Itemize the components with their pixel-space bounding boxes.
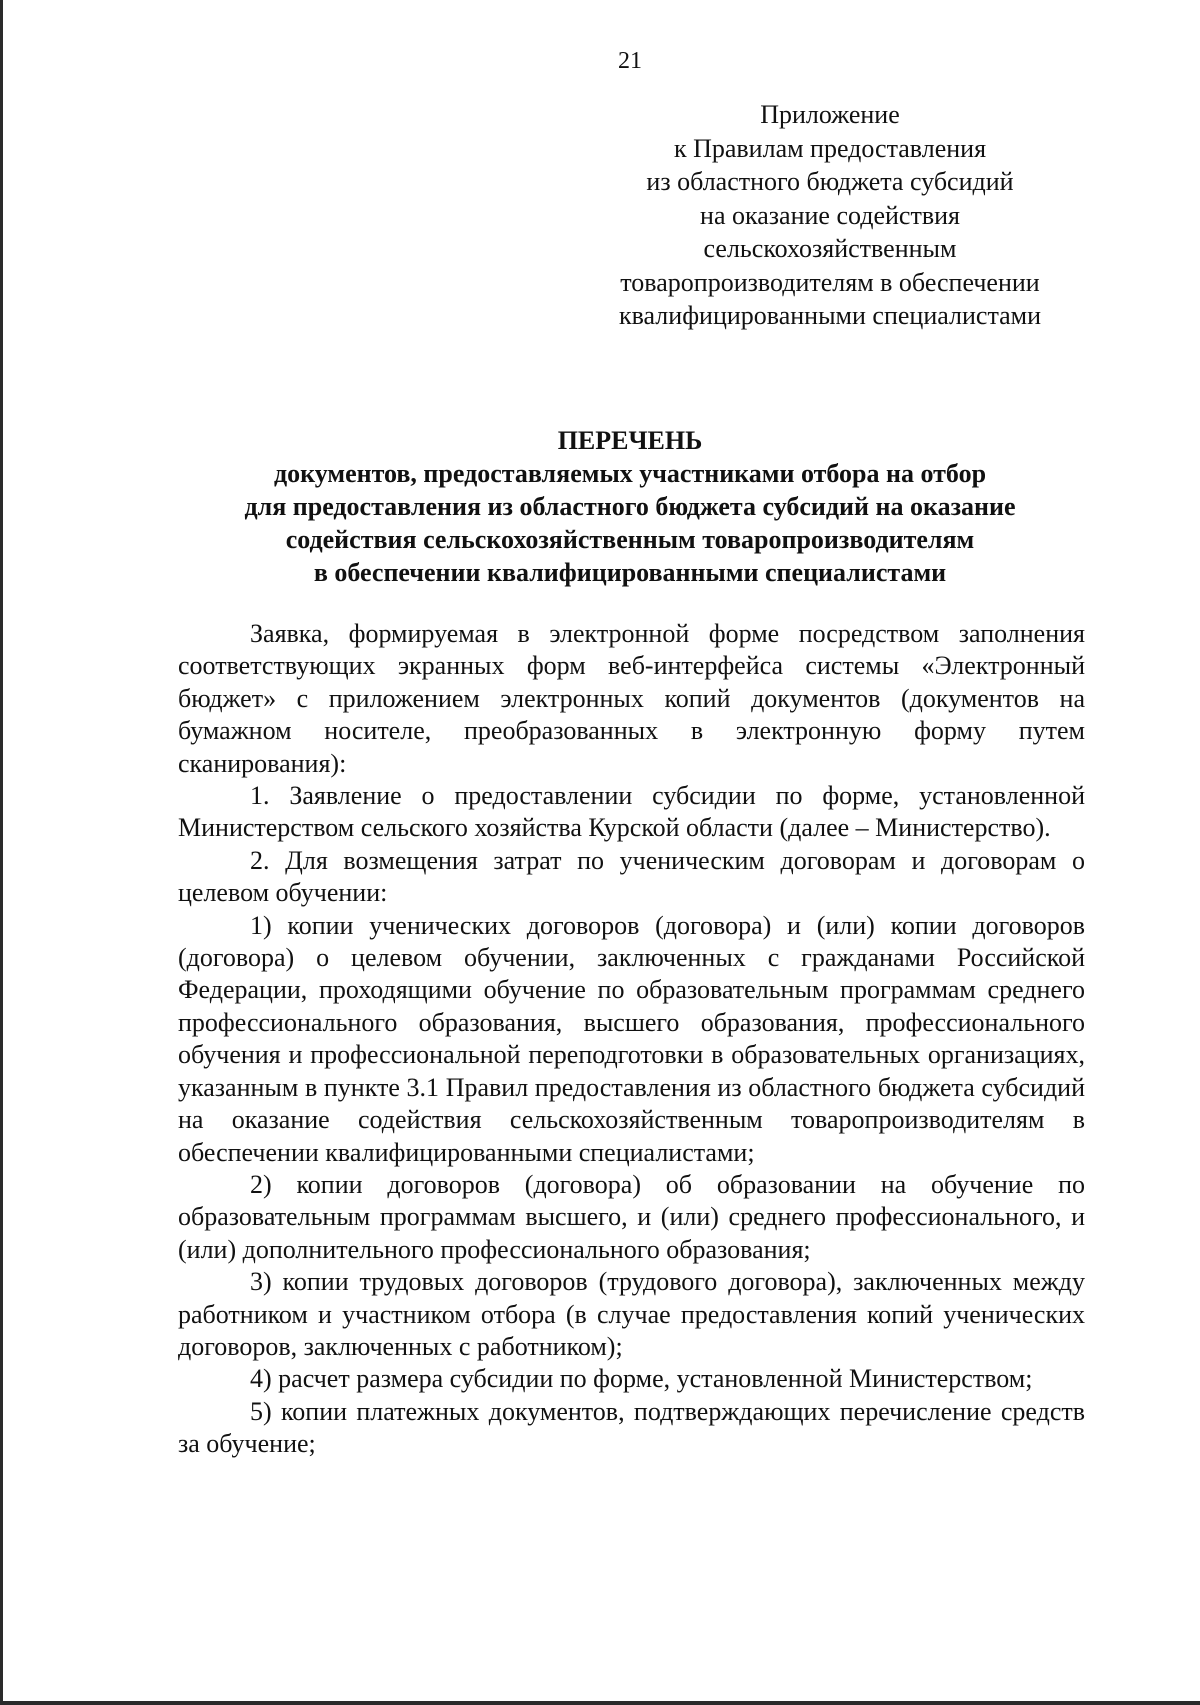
title-subtitle-line: для предоставления из областного бюджета субсидий на оказание bbox=[244, 492, 1016, 521]
intro-paragraph: Заявка, формируемая в электронной форме посредством заполнения соответствующих экранных форм веб-интерфейса системы «Электронный бюджет» с приложением электронных копий документов (документов на бумажном носителе, преобразованных в электронную форму путем сканирования): bbox=[178, 619, 1085, 778]
appendix-line: квалифицированными специалистами bbox=[618, 301, 1042, 330]
subitem-2-paragraph: 2) копии договоров (договора) об образовании на обучение по образовательным программам высшего, и (или) среднего профессионального, и (или) дополнительного профессионального образования; bbox=[178, 1169, 1085, 1264]
subitem-5-paragraph: 5) копии платежных документов, подтверждающих перечисление средств за обучение; bbox=[178, 1396, 1085, 1459]
scan-edge-bottom bbox=[0, 1701, 1200, 1705]
document-title bbox=[160, 424, 1100, 589]
scan-edge-left bbox=[0, 0, 3, 1705]
appendix-header bbox=[590, 98, 1070, 333]
page-number: 21 bbox=[618, 48, 642, 74]
subitem-3-paragraph: 3) копии трудовых договоров (трудового договора), заключенных между работником и участником отбора (в случае предоставления копий ученических договоров, заключенных с работником); bbox=[178, 1267, 1085, 1361]
appendix-line: товаропроизводителям в обеспечении bbox=[620, 267, 1040, 297]
appendix-line: Приложение bbox=[760, 100, 900, 129]
document-body bbox=[178, 618, 1085, 1461]
title-subtitle-line: в обеспечении квалифицированными специалистами bbox=[313, 558, 947, 587]
subitem-1-paragraph: 1) копии ученических договоров (договора) и (или) копии договоров (договора) о целевом обучении, заключенных с гражданами Российской Федерации, проходящими обучение по образовательным программам среднего профессионального образования, высшего образования, профессионального обучения и профессиональной переподготовки в образовательных организациях, указанным в пункте 3.1 Правил предоставления из областного бюджета субсидий на оказание содействия сельскохозяйственным товаропроизводителям в обеспечении квалифицированными специалистами; bbox=[178, 910, 1085, 1167]
item-2-paragraph: 2. Для возмещения затрат по ученическим договорам и договорам о целевом обучении: bbox=[178, 845, 1085, 908]
appendix-line: к Правилам предоставления bbox=[673, 133, 987, 163]
item-1-paragraph: 1. Заявление о предоставлении субсидии по форме, установленной Министерством сельского хозяйства Курской области (далее – Министерство). bbox=[178, 781, 1085, 843]
appendix-line: на оказание содействия bbox=[700, 200, 960, 230]
appendix-line: сельскохозяйственным bbox=[703, 234, 957, 263]
appendix-line: из областного бюджета субсидий bbox=[646, 167, 1014, 196]
subitem-4-paragraph: 4) расчет размера субсидии по форме, установленной Министерством; bbox=[250, 1364, 1033, 1394]
title-subtitle-line: документов, предоставляемых участниками отбора на отбор bbox=[273, 459, 987, 488]
title-main: ПЕРЕЧЕНЬ bbox=[557, 426, 703, 455]
title-subtitle-line: содействия сельскохозяйственным товаропроизводителям bbox=[285, 525, 975, 554]
